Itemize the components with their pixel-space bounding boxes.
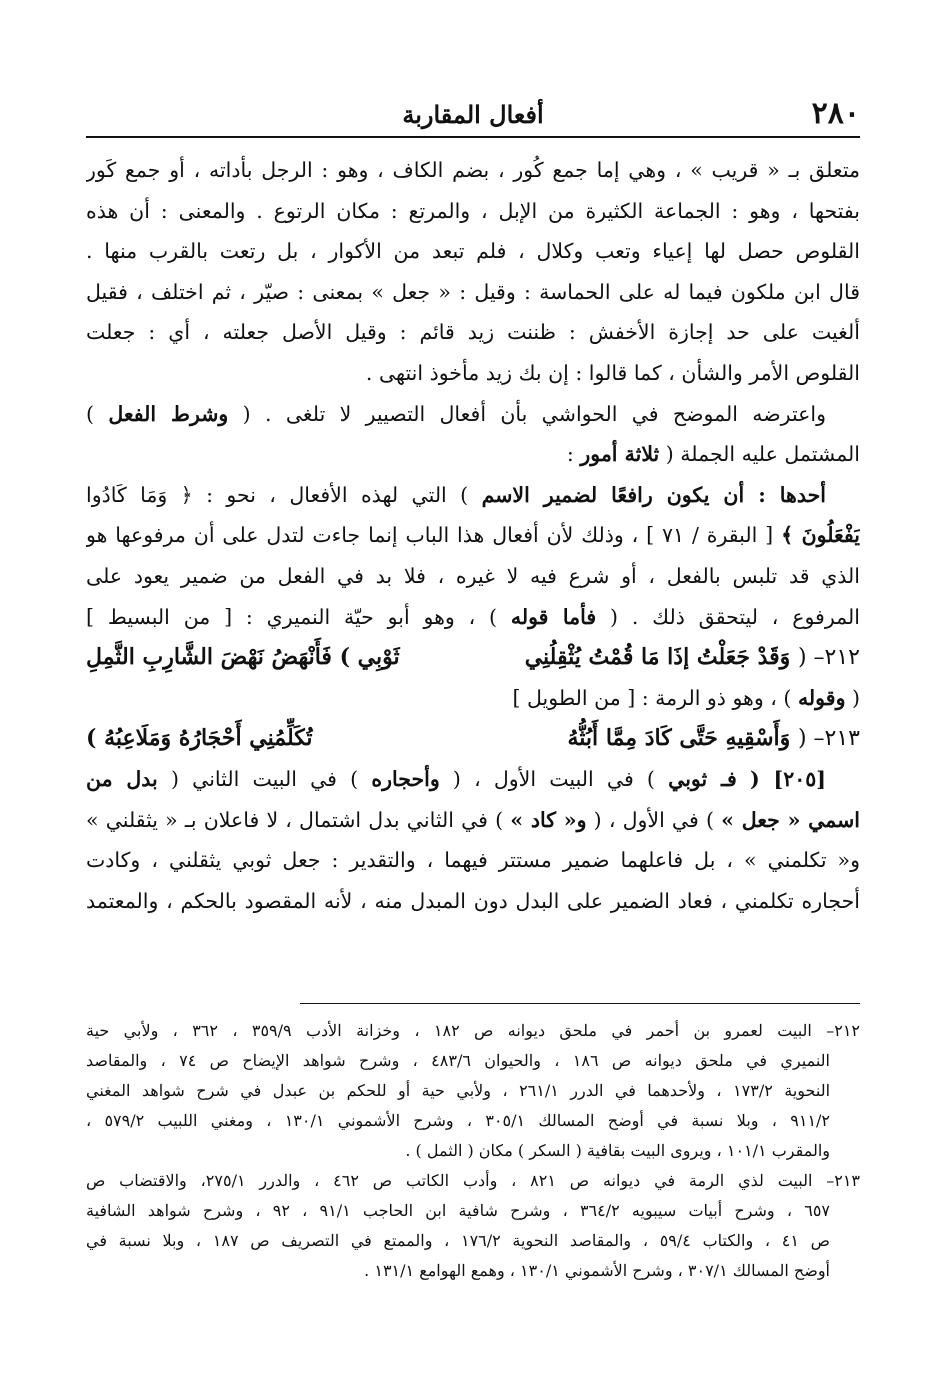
footnote-line: والمقرب ١٠١/١ ، ويروى البيت بقافية ( السكر ) مكان ( الثمل ) . [405,1141,830,1160]
text-line: ( وقوله ) ، وهو ذو الرمة : [ من الطويل ] [512,685,860,710]
footnote-line: النميري في ملحق ديوانه ص ١٨٦ ، والحيوان ٤٨٣/٦ ، وشرح شواهد الإيضاح ص ٧٤ ، والمقاصد [86,1051,830,1070]
matn-phrase: اسمي « جعل » [721,807,860,832]
text-line: أحجاره تكلمني ، فعاد الضمير على البدل دون المبدل منه ، لأنه المقصود بالحكم ، والمعتمد [86,888,860,913]
footnote-line: ٢١٣– البيت لذي الرمة في ديوانه ص ٨٢١ ، وأدب الكاتب ص ٤٦٢ ، والدرر ٢٧٥/١، والاقتضاب ص [86,1171,860,1190]
text-line: القلوص الأمر والشأن ، كما قالوا : إن بك زيد مأخوذ انتهى . [365,360,860,385]
footnote-line: ٢١٢– البيت لعمرو بن أحمر في ملحق ديوانه ص ١٨٢ ، وخزانة الأدب ٣٥٩/٩ ، ٣٦٢ ، ولأبي حية [86,1021,860,1040]
matn-phrase: وشرط الفعل [108,401,229,426]
matn-phrase: فأما قوله [510,604,597,629]
text-line: متعلق بـ « قريب » ، وهي إما جمع كُور ، بضم الكاف ، وهو : الرجل بأداته ، أو جمع كَور [86,158,860,182]
text-line: بفتحها ، وهو : الجماعة الكثيرة من الإبل ، والمرتع : مكان الرتوع . والمعنى : أن هذه [86,198,860,223]
matn-phrase: أحدها : أن يكون رافعًا لضمير الاسم [481,482,826,507]
header-rule [86,136,860,138]
verse-213 [86,718,860,759]
footnote-line: النحوية ١٧٣/٢ ، ولأحدهما في الدرر ٢٦١/١ ، ولأبي حية أو للحكم بن عبدل في شرح شواهد المغني [86,1081,831,1100]
footnote-rule [300,1003,860,1004]
footnote-line: ص ٤١ ، والكتاب ٥٩/٤ ، والمقاصد النحوية ١٧٦/٢ ، والممتع في التصريف ص ١٨٧ ، وبلا نسبة في [86,1231,830,1250]
matn-phrase: وقوله [797,685,846,710]
text-line: واعترضه الموضح في الحواشي بأن أفعال التصيير لا تلغى . ( وشرط الفعل ) [86,401,826,426]
verse-second-hemistich: ثَوْبِي ) فَأَنْهَضُ نَهْضَ الشَّارِبِ الثَّمِلِ [86,644,400,671]
quran-quote: يَفْعَلُونَ ﴾ [781,523,860,548]
footnote-line: ٦٥٧ ، وشرح أبيات سيبويه ٣٦٤/٢ ، وشرح شافية ابن الحاجب ٩١/١ ، ٩٢ ، وشرح شواهد الشافية [86,1201,830,1220]
footnote-line: ٩١١/٢ ، وبلا نسبة في أوضح المسالك ٣٠٥/١ ، وشرح الأشموني ١٣٠/١ ، ومغني اللبيب ٥٧٩/٢ ، [86,1111,831,1130]
page-number: ٢٨٠ [811,96,860,131]
text-line: القلوص حصل لها إعياء وتعب وكلال ، فلم تبعد من الأكوار ، بل رتعت بالقرب منها . [86,239,860,264]
text-line: قال ابن ملكون فيما له على الحماسة : وقيل : « جعل » بمعنى : صيّر ، ثم اختلف ، فقيل [86,279,860,304]
text-line: الذي قد تلبس بالفعل ، أو شرع فيه لا غيره ، فلا بد في الفعل من ضمير يعود على [86,563,860,588]
verse-first-hemistich: ٢١٢– ( وَقَدْ جَعَلْتُ إذَا مَا قُمْتُ يُثْقِلُنِي [524,644,860,671]
text-line: أحدها : أن يكون رافعًا لضمير الاسم ) التي لهذه الأفعال ، نحو : ﴿ وَمَا كَادُوا [86,482,826,507]
text-line: اسمي « جعل » ) في الأول ، ( و« كاد » ) في الثاني بدل اشتمال ، لا فاعلان بـ « يثقلني » [86,807,860,832]
matn-phrase: و« كاد » [510,807,587,832]
verse-212 [86,637,860,678]
matn-phrase: وأحجاره [371,766,440,791]
running-title: أفعال المقاربة [402,100,544,129]
text-line: المشتمل عليه الجملة ( ثلاثة أمور : [566,442,860,467]
matn-phrase: ثلاثة أمور [580,442,660,467]
text-line: المرفوع ، ليتحقق ذلك . ( فأما قوله ) ، وهو أبو حيّة النميري : [ من البسيط ] [86,604,860,629]
matn-phrase: بدل من [86,766,158,791]
verse-second-hemistich: تُكَلِّمُنِي أَحْجَارُهُ وَمَلَاعِبُهُ ) [86,725,313,752]
verse-first-hemistich: ٢١٣– ( وَأَسْقِيهِ حَتَّى كَادَ مِمَّا أَبُثُّهُ [567,725,860,752]
main-text [86,150,860,921]
text-line: ألغيت على حد إجازة الأخفش : ظننت زيد قائم : وقيل الأصل جعلته ، أي : جعلت [86,320,860,345]
section-marker: [٢٠٥] ( [750,766,826,791]
matn-phrase: فـ ثوبي [668,766,737,791]
text-line: و« تكلمني » ، بل فاعلهما ضمير مستتر فيهما ، والتقدير : جعل ثوبي يثقلني ، وكادت [86,848,860,873]
text-line: يَفْعَلُونَ ﴾ [ البقرة / ٧١ ] ، وذلك لأن أفعال هذا الباب إنما جاءت لتدل على أن مرفوعها هو [86,523,860,548]
text-line: [٢٠٥] ( فـ ثوبي ) في البيت الأول ، ( وأحجاره ) في البيت الثاني ( بدل من [86,766,826,791]
footnote-line: أوضح المسالك ٣٠٧/١ ، وشرح الأشموني ١٣٠/١ ، وهمع الهوامع ١٣١/١ . [364,1261,830,1280]
footnotes [86,1016,860,1286]
page-header [86,96,860,136]
